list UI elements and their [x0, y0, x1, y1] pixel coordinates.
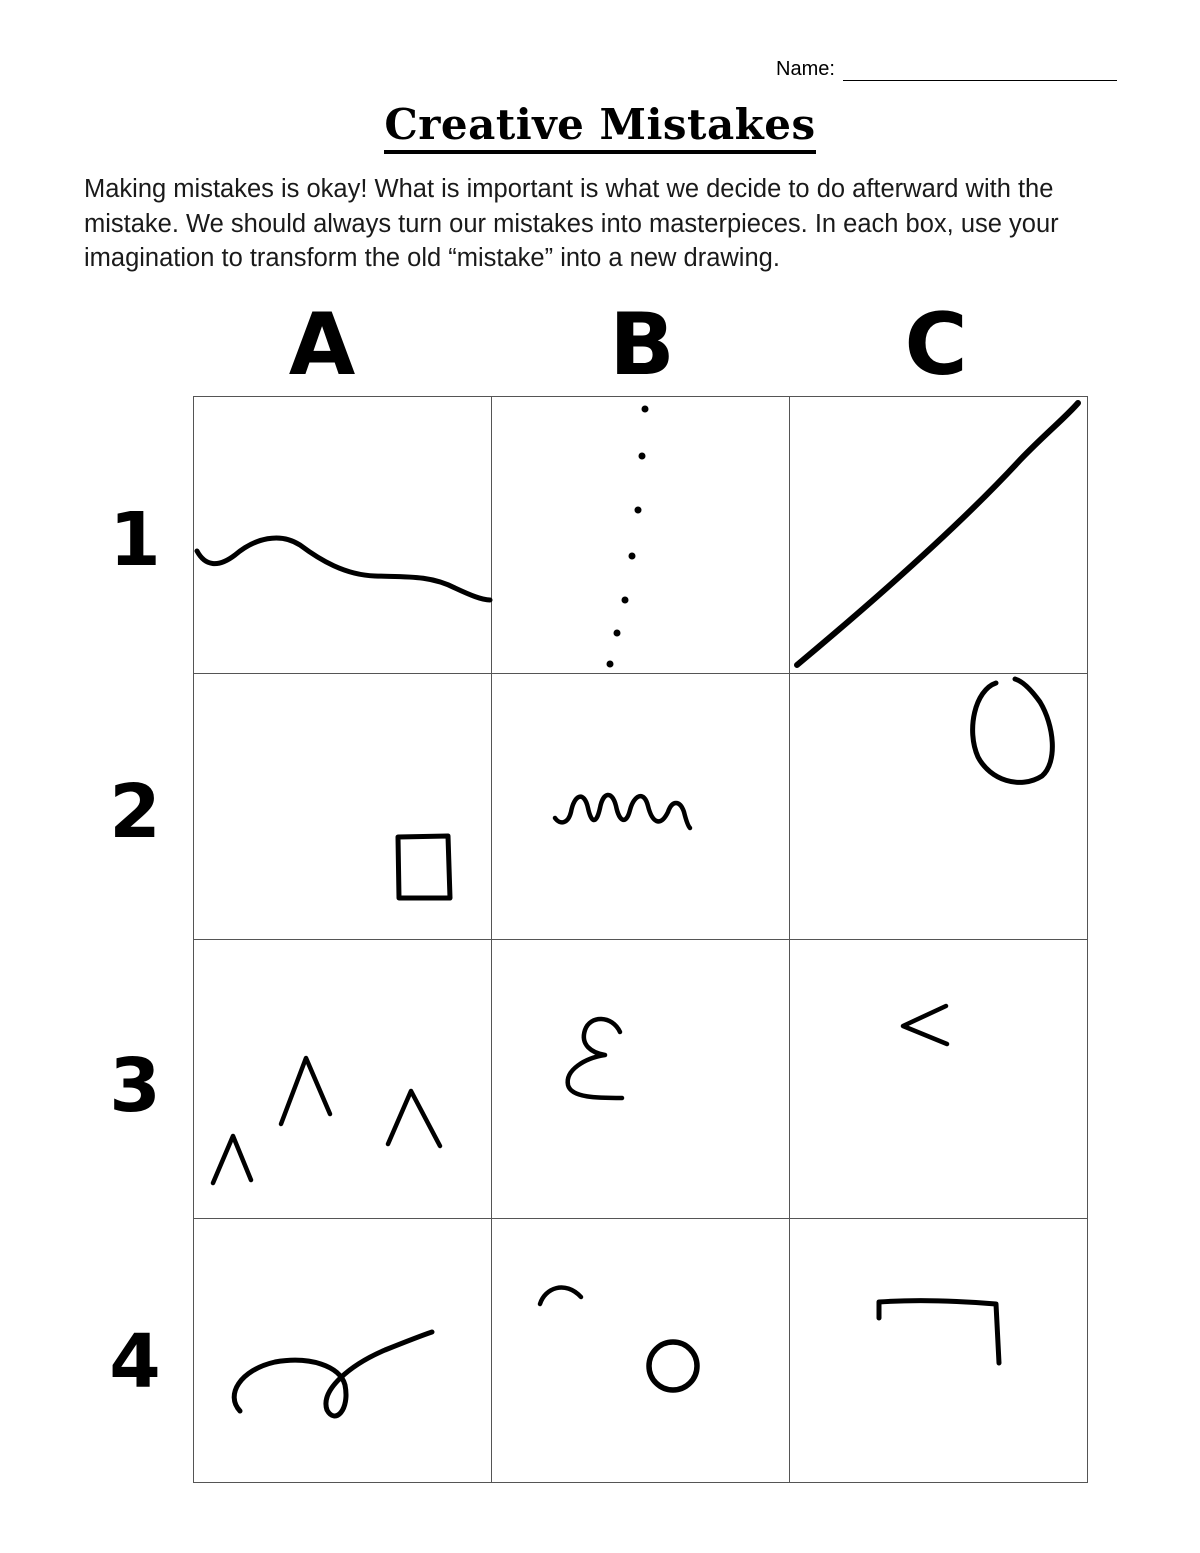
cell-b4[interactable]	[491, 1218, 790, 1483]
cell-a4[interactable]	[193, 1218, 492, 1483]
drawing-grid	[193, 396, 1088, 1483]
cell-b3[interactable]	[491, 939, 790, 1219]
cell-a3[interactable]	[193, 939, 492, 1219]
cell-b2[interactable]	[491, 673, 790, 940]
row-label-3: 3	[109, 1043, 161, 1129]
worksheet-title	[0, 100, 1200, 149]
cell-c4[interactable]	[789, 1218, 1088, 1483]
name-blank-line[interactable]	[843, 60, 1117, 81]
column-label-b: B	[609, 295, 675, 395]
instructions-paragraph: Making mistakes is okay! What is important is what we decide to do afterward with the mistake. We should always turn our mistakes into masterpieces. In each box, use your imagination to transform the old “mistake” into a new drawing.	[84, 175, 1059, 272]
cell-c2[interactable]	[789, 673, 1088, 940]
worksheet-title-text: Creative Mistakes	[384, 100, 815, 154]
cell-a2[interactable]	[193, 673, 492, 940]
cell-a1[interactable]	[193, 396, 492, 674]
name-label: Name:	[776, 58, 835, 80]
row-label-4: 4	[109, 1319, 161, 1405]
column-label-a: A	[288, 295, 356, 395]
row-label-1: 1	[109, 497, 161, 583]
column-label-c: C	[904, 295, 968, 395]
cell-b1[interactable]	[491, 396, 790, 674]
row-label-2: 2	[109, 769, 161, 855]
cell-c3[interactable]	[789, 939, 1088, 1219]
cell-c1[interactable]	[789, 396, 1088, 674]
name-field[interactable]	[776, 58, 1117, 81]
